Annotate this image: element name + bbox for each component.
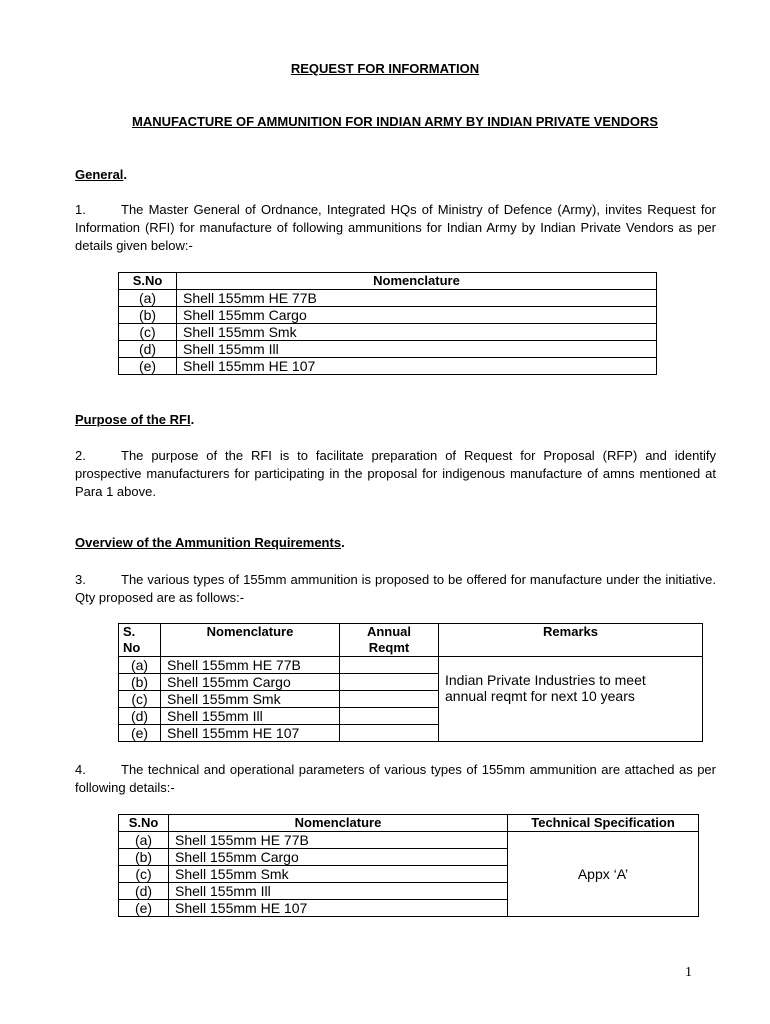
table2-row-sno: (d): [119, 708, 161, 725]
table2-header-nomenclature: Nomenclature: [161, 624, 340, 657]
table2-row-name: Shell 155mm Cargo: [161, 674, 340, 691]
table1-row-name: Shell 155mm HE 107: [177, 358, 657, 375]
section-heading-purpose: Purpose of the RFI.: [75, 412, 195, 427]
paragraph-3-text: The various types of 155mm ammunition is proposed to be offered for manufacture under the initiative. Qty proposed are as follows:-: [75, 572, 716, 605]
table3-spec-cell: [508, 832, 699, 917]
paragraph-4: [75, 761, 716, 797]
table1-header-nomenclature: Nomenclature: [177, 273, 657, 290]
paragraph-3-number: 3.: [75, 572, 86, 587]
table3-row-name: Shell 155mm HE 107: [169, 900, 508, 917]
paragraph-2: [75, 447, 716, 501]
table3-row-sno: (e): [119, 900, 169, 917]
spec-value: Appx ‘A’: [577, 866, 629, 882]
document-title: REQUEST FOR INFORMATION: [290, 61, 480, 76]
table1-row-sno: (c): [119, 324, 177, 341]
remarks-line-2: annual reqmt for next 10 years: [445, 688, 635, 704]
table1-row-sno: (d): [119, 341, 177, 358]
table2-row-reqmt: [340, 674, 439, 691]
table2-row-sno: (c): [119, 691, 161, 708]
table1-header-sno: S.No: [119, 273, 177, 290]
table1-row-sno: (b): [119, 307, 177, 324]
paragraph-2-number: 2.: [75, 448, 86, 463]
paragraph-1-number: 1.: [75, 202, 86, 217]
table3-row-sno: (d): [119, 883, 169, 900]
table2-row-name: Shell 155mm Ill: [161, 708, 340, 725]
paragraph-4-text: The technical and operational parameters of various types of 155mm ammunition are attached as per following details:-: [75, 762, 716, 795]
table3-row-name: Shell 155mm HE 77B: [169, 832, 508, 849]
table2-row-name: Shell 155mm HE 107: [161, 725, 340, 742]
table2-row-sno: (e): [119, 725, 161, 742]
table2-row-name: Shell 155mm Smk: [161, 691, 340, 708]
table2-row-reqmt: [340, 725, 439, 742]
table1-row-name: Shell 155mm HE 77B: [177, 290, 657, 307]
table3-row-name: Shell 155mm Cargo: [169, 849, 508, 866]
purpose-heading-text: Purpose of the RFI: [75, 412, 191, 427]
table2-header-sno: S. No: [119, 624, 161, 657]
page-number: 1: [685, 965, 692, 980]
table1-row-name: Shell 155mm Ill: [177, 341, 657, 358]
overview-heading-text: Overview of the Ammunition Requirements: [75, 535, 342, 550]
paragraph-1-text: The Master General of Ordnance, Integrated HQs of Ministry of Defence (Army), invites Request for Information (RFI) for manufacture of following ammunitions for Indian Army by Indian Private Vendors as per details given below:-: [75, 202, 716, 253]
table2-row-reqmt: [340, 708, 439, 725]
table3-header-nomenclature: Nomenclature: [169, 815, 508, 832]
table1-row-sno: (a): [119, 290, 177, 307]
table3-row-name: Shell 155mm Smk: [169, 866, 508, 883]
table2-row-reqmt: [340, 691, 439, 708]
paragraph-4-number: 4.: [75, 762, 86, 777]
table3-row-name: Shell 155mm Ill: [169, 883, 508, 900]
ammunition-table: [118, 272, 657, 375]
remarks-line-1: Indian Private Industries to meet: [445, 672, 646, 688]
section-heading-general: General.: [75, 167, 128, 182]
table2-row-sno: (b): [119, 674, 161, 691]
table3-row-sno: (a): [119, 832, 169, 849]
table1-row-sno: (e): [119, 358, 177, 375]
section-heading-overview: Overview of the Ammunition Requirements.: [75, 535, 345, 550]
table3-header-technical-specification: Technical Specification: [508, 815, 699, 832]
paragraph-1: [75, 201, 716, 255]
requirements-table: [118, 623, 703, 742]
table2-row-name: Shell 155mm HE 77B: [161, 657, 340, 674]
paragraph-2-text: The purpose of the RFI is to facilitate preparation of Request for Proposal (RFP) and identify prospective manufacturers for participating in the proposal for indigenous manufacture of amns mentioned at Para 1 above.: [75, 448, 716, 499]
document-subtitle: MANUFACTURE OF AMMUNITION FOR INDIAN ARMY BY INDIAN PRIVATE VENDORS: [131, 114, 659, 129]
table3-header-sno: S.No: [119, 815, 169, 832]
table2-header-annual-reqmt: Annual Reqmt: [340, 624, 439, 657]
table2-row-sno: (a): [119, 657, 161, 674]
specification-table: [118, 814, 699, 917]
table2-remarks-cell: [439, 657, 703, 742]
table2-header-remarks: Remarks: [439, 624, 703, 657]
general-heading-text: General: [75, 167, 124, 182]
paragraph-3: [75, 571, 716, 607]
table2-row-reqmt: [340, 657, 439, 674]
table1-row-name: Shell 155mm Smk: [177, 324, 657, 341]
table3-row-sno: (c): [119, 866, 169, 883]
table3-row-sno: (b): [119, 849, 169, 866]
table1-row-name: Shell 155mm Cargo: [177, 307, 657, 324]
